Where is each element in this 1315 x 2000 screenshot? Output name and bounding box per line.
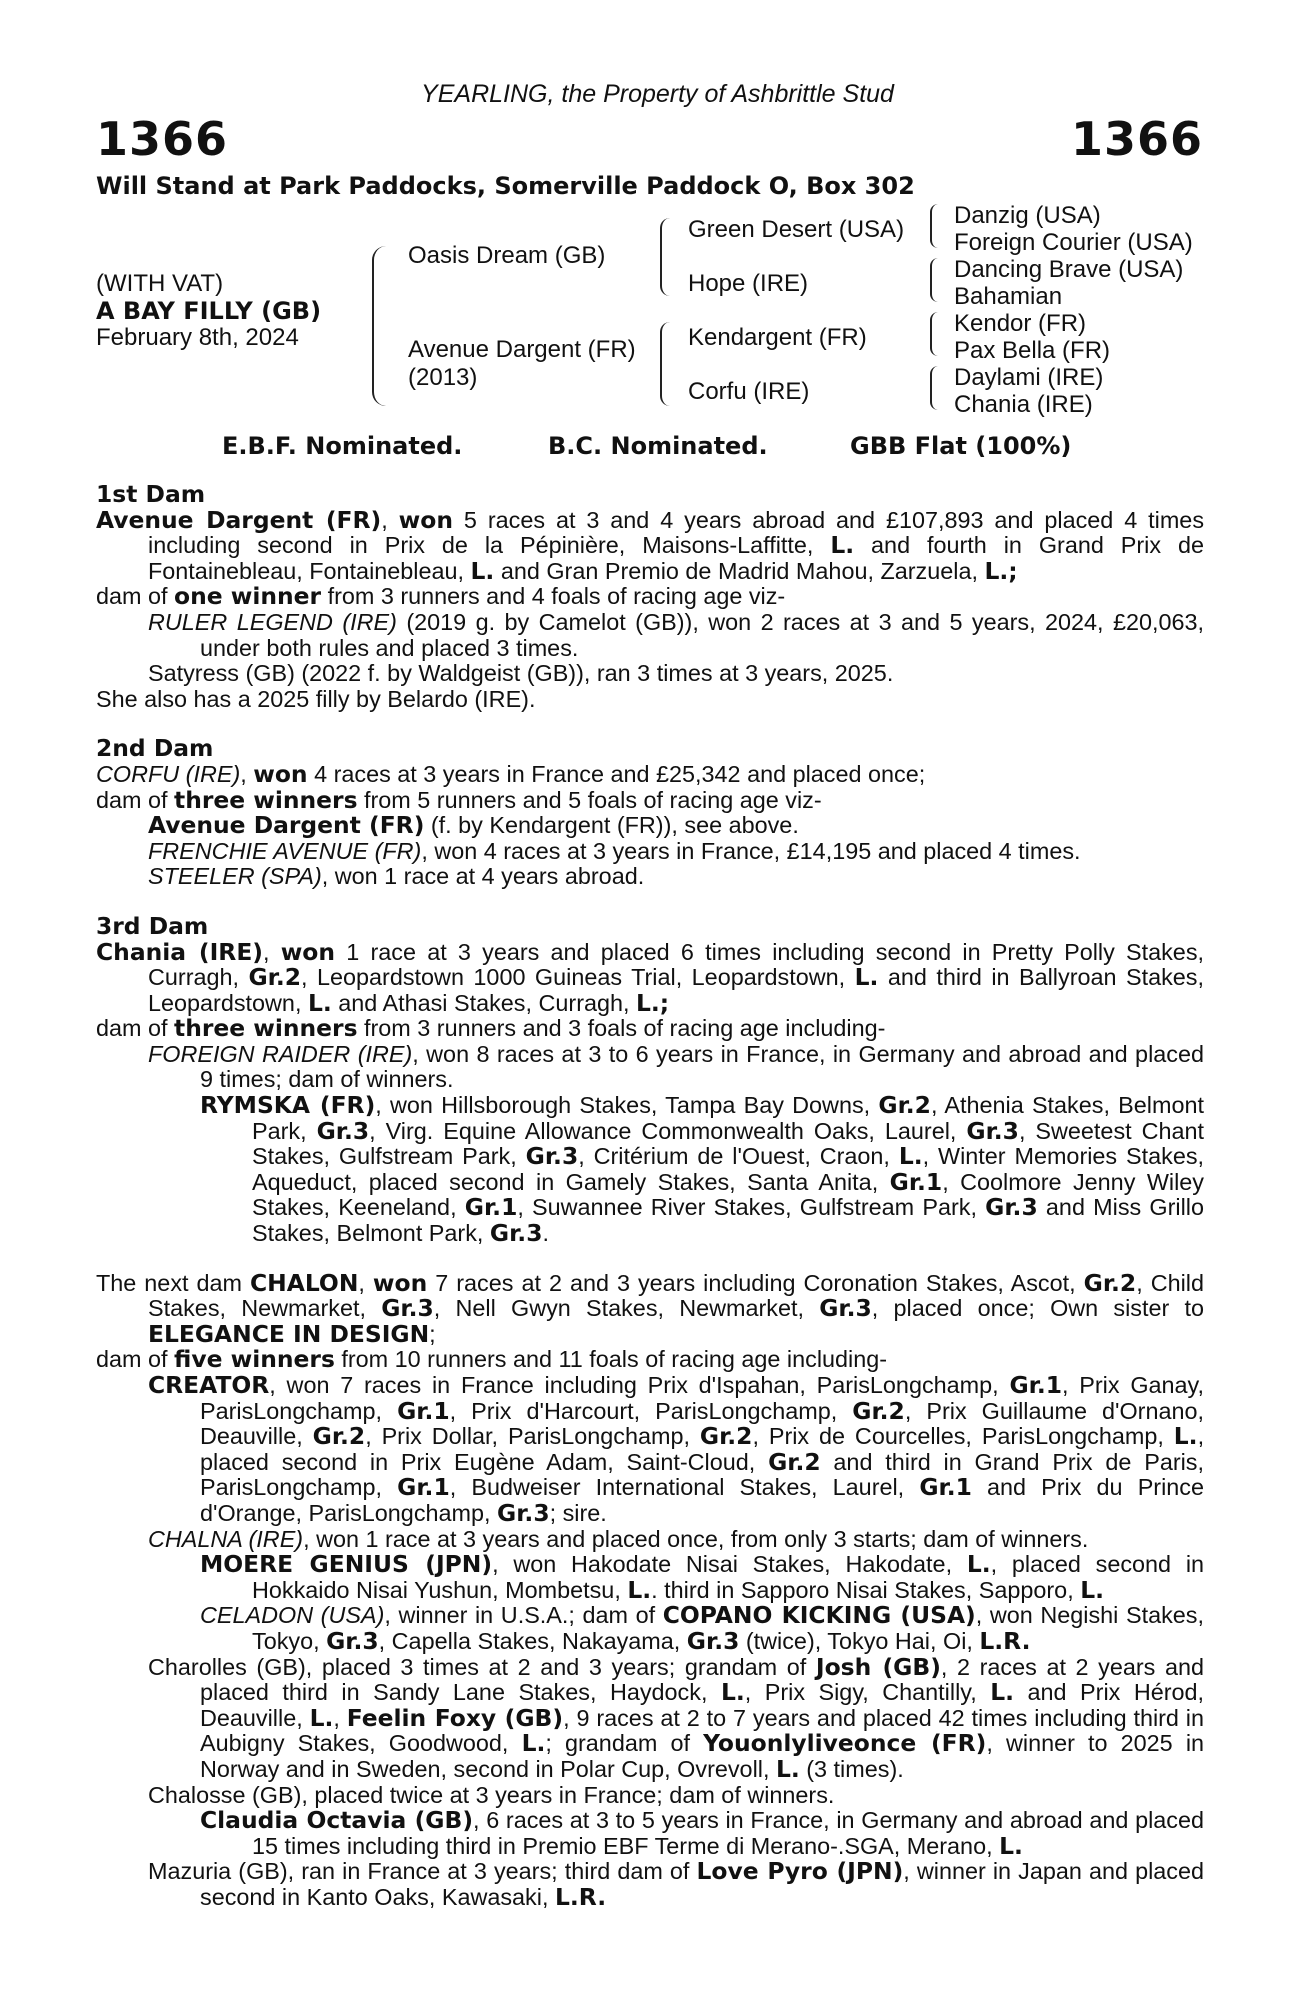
horse-dob: February 8th, 2024	[96, 324, 299, 351]
dam1-progeny-2: Satyress (GB) (2022 f. by Waldgeist (GB)), ran 3 times at 3 years, 2025.	[148, 660, 894, 687]
sire-brace	[660, 218, 670, 296]
gbb-flat: GBB Flat (100%)	[850, 432, 1072, 460]
dam2-progeny-2: FRENCHIE AVENUE (FR), won 4 races at 3 years in France, £14,195 and placed 4 times.	[148, 837, 1081, 864]
dam2-progeny-1: Avenue Dargent (FR) (f. by Kendargent (FR)), see above.	[148, 811, 799, 840]
next-dam-produce: dam of five winners from 10 runners and 11 foals of racing age including-	[96, 1345, 888, 1374]
chalna-record: CHALNA (IRE), won 1 race at 3 years and placed once, from only 3 starts; dam of winners.	[148, 1525, 1089, 1552]
dam-year: (2013)	[408, 364, 478, 391]
next-dam-record: The next dam CHALON, won 7 races at 2 and 3 years including Coronation Stakes, Ascot, Gr.2, Child Stakes, Newmarket, Gr.3, Nell Gwyn Stakes, Newmarket, Gr.3, placed once; Own sister to ELEGANCE IN DESIGN;	[96, 1268, 1204, 1348]
celadon-record: CELADON (USA), winner in U.S.A.; dam of COPANO KICKING (USA), won Negishi Stakes, Tokyo, Gr.3, Capella Stakes, Nakayama, Gr.3 (twice), Tokyo Hai, Oi, L.R.	[200, 1601, 1204, 1655]
claudia-octavia-record: Claudia Octavia (GB), 6 races at 3 to 5 years in France, in Germany and abroad and placed 15 times including third in Premio EBF Terme di Merano-.SGA, Merano, L.	[200, 1806, 1205, 1860]
dd-dam: Chania (IRE)	[954, 391, 1093, 418]
bc-nominated: B.C. Nominated.	[548, 432, 768, 460]
horse-name: A BAY FILLY (GB)	[96, 297, 322, 325]
ds-sire: Kendor (FR)	[954, 310, 1087, 337]
pedigree-brace	[372, 246, 386, 406]
creator-record: CREATOR, won 7 races in France including Prix d'Ispahan, ParisLongchamp, Gr.1, Prix Ganay, ParisLongchamp, Gr.1, Prix d'Harcourt, ParisLongchamp, Gr.2, Prix Guillaume d'Ornano, Deauville, Gr.2, Prix Dollar, ParisLongchamp, Gr.2, Prix de Courcelles, ParisLongchamp, L., placed second in Prix Eugène Adam, Saint-Cloud, Gr.2 and third in Grand Prix de Paris, ParisLongchamp, Gr.1, Budweiser International Stakes, Laurel, Gr.1 and Prix du Prince d'Orange, ParisLongchamp, Gr.3; sire.	[148, 1371, 1205, 1527]
dam2-produce: dam of three winners from 5 runners and 5 foals of racing age viz-	[96, 785, 822, 814]
section-heading-2nd-dam: 2nd Dam	[96, 734, 214, 763]
brace-ss	[930, 204, 938, 248]
dam2-progeny-3: STEELER (SPA), won 1 race at 4 years abroad.	[148, 863, 645, 890]
dam-brace	[660, 322, 670, 406]
mazuria-record: Mazuria (GB), ran in France at 3 years; third dam of Love Pyro (JPN), winner in Japan and placed second in Kanto Oaks, Kawasaki, L.R.	[148, 1857, 1204, 1911]
ss-sire: Danzig (USA)	[954, 202, 1101, 229]
dam-sire: Kendargent (FR)	[688, 324, 867, 351]
dam1-record: Avenue Dargent (FR), won 5 races at 3 and 4 years abroad and £107,893 and placed 4 times including second in Prix de la Pépinière, Maisons-Laffitte, L. and fourth in Grand Prix de Fontainebleau, Fontainebleau, L. and Gran Premio de Madrid Mahou, Zarzuela, L.;	[96, 505, 1205, 585]
ebf-nominated: E.B.F. Nominated.	[222, 432, 463, 460]
moere-genius-record: MOERE GENIUS (JPN), won Hakodate Nisai Stakes, Hakodate, L., placed second in Hokkaido Nisai Yushun, Mombetsu, L.. third in Sapporo Nisai Stakes, Sapporo, L.	[200, 1550, 1205, 1604]
sd-sire: Dancing Brave (USA)	[954, 256, 1184, 283]
ds-dam: Pax Bella (FR)	[954, 337, 1111, 364]
dam: Avenue Dargent (FR)	[408, 336, 636, 363]
sire: Oasis Dream (GB)	[408, 242, 606, 269]
dam1-produce: dam of one winner from 3 runners and 4 foals of racing age viz-	[96, 582, 786, 611]
dam-dam: Corfu (IRE)	[688, 378, 810, 405]
sire-dam: Hope (IRE)	[688, 270, 809, 297]
brace-ds	[930, 312, 938, 356]
dam1-progeny-1: RULER LEGEND (IRE) (2019 g. by Camelot (GB)), won 2 races at 3 and 5 years, 2024, £20,063, under both rules and placed 3 times.	[148, 608, 1205, 661]
dam1-also: She also has a 2025 filly by Belardo (IRE).	[96, 685, 536, 712]
chalosse-record: Chalosse (GB), placed twice at 3 years in France; dam of winners.	[148, 1781, 835, 1808]
dam3-produce: dam of three winners from 3 runners and 3 foals of racing age including-	[96, 1014, 886, 1043]
dam3-grandprogeny-1: RYMSKA (FR), won Hillsborough Stakes, Tampa Bay Downs, Gr.2, Athenia Stakes, Belmont Park, Gr.3, Virg. Equine Allowance Commonwealth Oaks, Laurel, Gr.3, Sweetest Chant Stakes, Gulfstream Park, Gr.3, Critérium de l'Ouest, Craon, L., Winter Memories Stakes, Aqueduct, placed second in Gamely Stakes, Santa Anita, Gr.1, Coolmore Jenny Wiley Stakes, Keeneland, Gr.1, Suwannee River Stakes, Gulfstream Park, Gr.3 and Miss Grillo Stakes, Belmont Park, Gr.3.	[200, 1091, 1205, 1248]
ss-dam: Foreign Courier (USA)	[954, 229, 1193, 256]
lot-number-right: 1366	[1070, 112, 1203, 166]
catalogue-body	[96, 482, 1204, 1910]
lot-number-left: 1366	[96, 112, 229, 166]
dam3-progeny-1: FOREIGN RAIDER (IRE), won 8 races at 3 to 6 years in France, in Germany and abroad and placed 9 times; dam of winners.	[148, 1040, 1204, 1093]
dam1-name: Avenue Dargent (FR)	[96, 505, 382, 534]
section-heading-1st-dam: 1st Dam	[96, 480, 206, 508]
sire-sire: Green Desert (USA)	[688, 216, 905, 243]
dam2-record: CORFU (IRE), won 4 races at 3 years in France and £25,342 and placed once;	[96, 759, 926, 788]
vat-note: (WITH VAT)	[96, 270, 224, 297]
charolles-record: Charolles (GB), placed 3 times at 2 and 3 years; grandam of Josh (GB), 2 races at 2 years and placed third in Sandy Lane Stakes, Haydock, L., Prix Sigy, Chantilly, L. and Prix Hérod, Deauville, L., Feelin Foxy (GB), 9 races at 2 to 7 years and placed 42 times including third in Aubigny Stakes, Goodwood, L.; grandam of Youonlyliveonce (FR), winner to 2025 in Norway and in Sweden, second in Polar Cup, Ovrevoll, L. (3 times).	[148, 1652, 1205, 1783]
section-heading-3rd-dam: 3rd Dam	[96, 911, 209, 940]
sd-dam: Bahamian	[954, 283, 1063, 310]
dam3-record: Chania (IRE), won 1 race at 3 years and placed 6 times including second in Pretty Polly Stakes, Curragh, Gr.2, Leopardstown 1000 Guineas Trial, Leopardstown, L. and third in Ballyroan Stakes, Leopardstown, L. and Athasi Stakes, Curragh, L.;	[96, 937, 1205, 1017]
brace-sd	[930, 258, 938, 302]
stand-location: Will Stand at Park Paddocks, Somerville Paddock O, Box 302	[96, 172, 915, 200]
brace-dd	[930, 366, 938, 410]
dd-sire: Daylami (IRE)	[954, 364, 1104, 391]
page-subtitle: YEARLING, the Property of Ashbrittle Stud	[421, 80, 894, 108]
